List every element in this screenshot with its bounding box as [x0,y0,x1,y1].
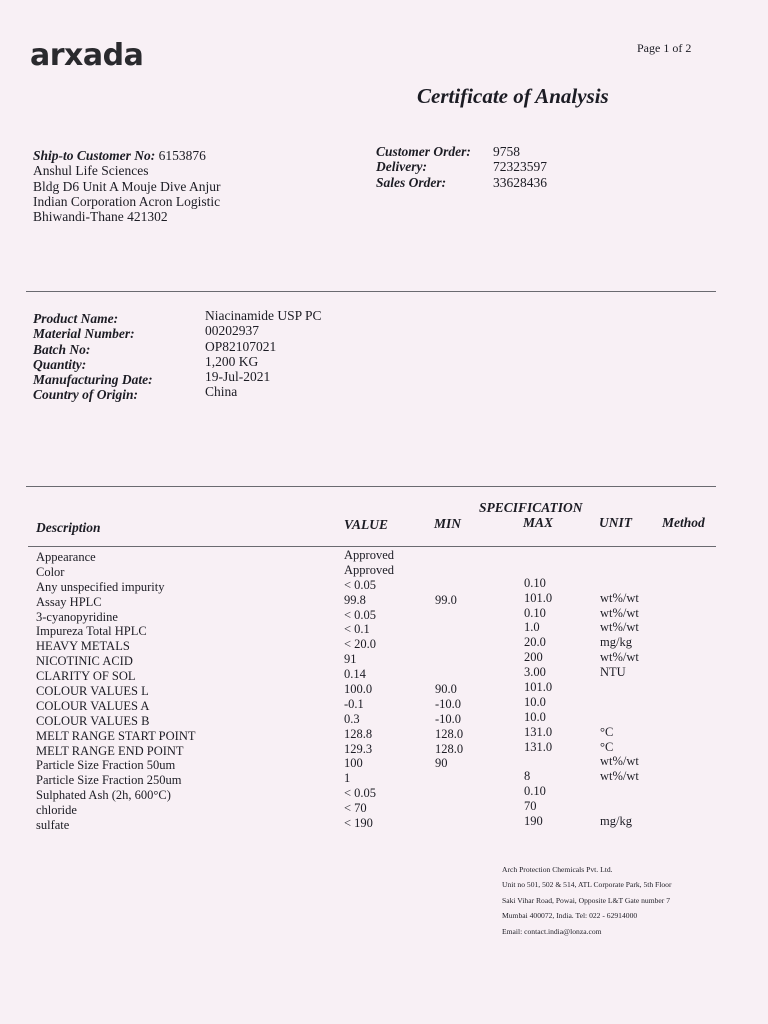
row-value: Approved [344,562,394,577]
order-labels [376,144,471,190]
row-max: 131.0 [524,724,553,739]
row-value: < 20.0 [344,637,377,652]
company-logo: arxada [30,38,144,73]
row-value: < 190 [344,816,373,831]
row-unit: mg/kg [600,635,632,650]
delivery-label: Delivery: [376,159,427,175]
row-max: 0.10 [524,605,546,620]
footer-address [502,862,672,939]
row-unit: wt%/wt [600,769,639,784]
product-field-label: Material Number: [33,326,135,342]
product-field-label: Manufacturing Date: [33,372,153,388]
sales-order-value: 33628436 [493,174,547,190]
row-min [435,801,463,816]
row-min: 99.0 [435,592,457,607]
product-field-value: China [205,384,238,400]
row-description: 3-cyanopyridine [36,609,118,624]
row-min: 128.0 [435,726,464,741]
row-unit: wt%/wt [600,650,639,665]
customer-order-value: 9758 [493,144,520,159]
description-column [36,550,196,833]
row-min [435,622,463,637]
row-min [435,786,463,801]
unit-column [600,546,639,829]
row-description: Particle Size Fraction 50um [36,758,176,773]
ship-to-label: Ship-to Customer No: [33,148,156,163]
row-min [435,652,463,667]
row-value: 99.8 [344,592,366,607]
row-unit: wt%/wt [600,754,639,769]
row-value: 0.14 [344,667,366,682]
row-min [435,637,463,652]
row-min: 90.0 [435,682,457,697]
row-max [524,561,552,576]
row-min: -10.0 [435,696,462,711]
ship-to-line: Anshul Life Sciences [33,163,149,179]
row-max: 101.0 [524,590,553,605]
row-max: 190 [524,814,543,829]
row-description: NICOTINIC ACID [36,654,133,669]
product-field-value: Niacinamide USP PC [205,308,322,323]
col-header-max: MAX [523,515,554,530]
row-description: Assay HPLC [36,594,102,609]
ship-to-line: Bldg D6 Unit A Mouje Dive Anjur [33,178,221,194]
row-unit: °C [600,724,614,739]
row-min [435,816,463,831]
row-min: 128.0 [435,741,464,756]
row-description: Any unspecified impurity [36,579,165,594]
product-field-value: 00202937 [205,323,259,339]
product-field-value: 1,200 KG [205,353,259,369]
row-value: < 70 [344,801,367,816]
row-value: -0.1 [344,696,364,711]
row-unit: wt%/wt [600,620,639,635]
address-line: Arch Protection Chemicals Pvt. Ltd. [502,865,613,874]
row-min: 90 [435,756,448,771]
delivery-value: 72323597 [493,159,547,175]
row-description: chloride [36,803,77,818]
row-value: 100.0 [344,682,373,697]
col-header-value: VALUE [344,517,389,532]
row-max: 131.0 [524,739,553,754]
row-unit [600,546,639,561]
customer-order-label: Customer Order: [376,144,471,159]
row-description: MELT RANGE START POINT [36,728,196,743]
row-description: Appearance [36,550,96,564]
specification-header: SPECIFICATION [479,500,583,515]
col-header-description: Description [36,520,101,535]
row-unit: wt%/wt [600,590,639,605]
col-header-min: MIN [434,516,462,531]
row-value: 129.3 [344,741,373,756]
row-min [435,771,463,786]
row-unit [600,799,639,814]
address-line: Email: contact.india@lonza.com [502,926,602,936]
row-value: 128.8 [344,726,373,741]
ship-to-line: Indian Corporation Acron Logistic [33,193,221,209]
ship-to-number: 6153876 [158,148,206,163]
row-max: 1.0 [524,620,540,635]
row-value: < 0.1 [344,622,370,637]
row-unit: mg/kg [600,814,632,829]
row-description: Particle Size Fraction 250um [36,773,182,788]
divider [26,291,716,292]
row-unit [600,680,639,695]
product-values [205,308,322,400]
row-max: 0.10 [524,575,546,590]
row-value: 0.3 [344,711,360,726]
document-title: Certificate of Analysis [417,84,609,108]
row-value: 1 [344,771,351,786]
row-unit: NTU [600,665,626,680]
row-min [435,563,463,578]
row-value: < 0.05 [344,577,377,592]
value-column [344,548,394,831]
row-min [435,548,463,563]
row-max [524,546,552,561]
row-max: 20.0 [524,635,546,650]
row-max: 0.10 [524,784,546,799]
product-field-value: OP82107021 [205,338,277,354]
row-value: < 0.05 [344,786,377,801]
max-column [524,546,552,829]
divider [26,486,716,487]
row-unit: wt%/wt [600,605,639,620]
row-max: 70 [524,799,537,814]
row-min [435,608,463,623]
row-description: MELT RANGE END POINT [36,743,184,758]
min-column [435,548,463,831]
row-description: Color [36,564,65,579]
product-field-value: 19-Jul-2021 [205,369,271,385]
row-max: 101.0 [524,680,553,695]
row-max: 10.0 [524,709,546,724]
page-number: Page 1 of 2 [637,41,692,55]
row-description: Impureza Total HPLC [36,624,147,639]
order-values [493,144,547,190]
row-description: CLARITY OF SOL [36,669,136,684]
row-description: COLOUR VALUES L [36,684,149,699]
row-max [524,754,552,769]
row-unit [600,561,639,576]
address-line: Unit no 501, 502 & 514, ATL Corporate Park, 5th Floor [502,880,672,890]
address-line: Mumbai 400072, India. Tel: 022 - 62914000 [502,911,638,921]
col-header-method: Method [662,515,705,530]
product-field-label: Quantity: [33,356,87,372]
row-description: COLOUR VALUES A [36,698,150,713]
row-min [435,667,463,682]
row-description: COLOUR VALUES B [36,713,150,728]
row-max: 10.0 [524,694,546,709]
row-unit: °C [600,739,614,754]
row-min: -10.0 [435,711,462,726]
row-max: 3.00 [524,665,546,680]
row-description: sulfate [36,818,70,833]
row-value: 91 [344,652,357,667]
row-description: Sulphated Ash (2h, 600°C) [36,788,171,803]
row-max: 8 [524,769,531,784]
row-value: Approved [344,548,394,562]
row-unit [600,710,639,725]
row-description: HEAVY METALS [36,639,130,654]
row-unit [600,695,639,710]
address-line: Saki Vihar Road, Powai, Opposite L&T Gate number 7 [502,895,670,905]
row-value: 100 [344,756,363,771]
col-header-unit: UNIT [599,515,632,530]
row-value: < 0.05 [344,607,377,622]
sales-order-label: Sales Order: [376,174,447,190]
row-min [435,578,463,593]
product-labels [33,311,153,403]
ship-to-line: Bhiwandi-Thane 421302 [33,209,168,225]
row-max: 200 [524,650,543,665]
product-field-label: Country of Origin: [33,387,139,403]
row-unit [600,576,639,591]
product-field-label: Product Name: [33,311,119,326]
row-unit [600,784,639,799]
ship-to-block [33,148,221,224]
product-field-label: Batch No: [33,341,91,357]
